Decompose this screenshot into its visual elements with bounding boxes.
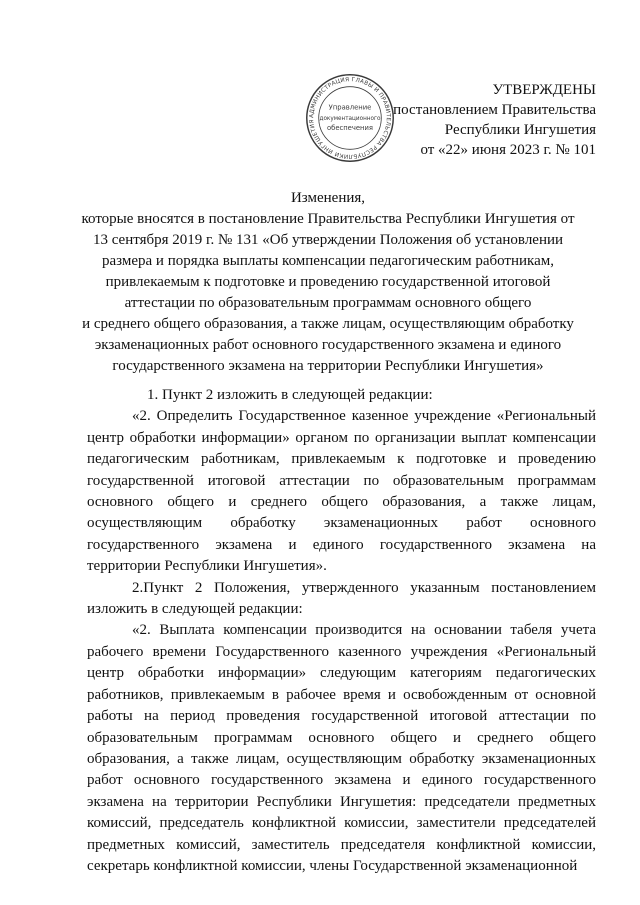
approval-line-2: постановлением Правительства (393, 102, 596, 118)
title-line-1: Изменения, (290, 190, 366, 206)
document-title (60, 188, 596, 377)
item-2-heading: 2.Пункт 2 Положения, утвержденного указанным постановлением изложить в следующей редакции: (87, 579, 596, 618)
stamp-seal (304, 72, 396, 164)
approval-heading: УТВЕРЖДЕНЫ (492, 82, 596, 98)
title-line-2: которые вносятся в постановление Правительства Республики Ингушетия от (81, 211, 575, 227)
title-line-5: привлекаемым к подготовке и проведению государственной итоговой (105, 274, 551, 290)
document-body (87, 385, 596, 877)
approval-date-line: от «22» июня 2023 г. № 101 (420, 142, 596, 158)
approval-block (393, 80, 596, 160)
stamp-line-3: обеспечения (326, 123, 374, 132)
item-2-text: «2. Выплата компенсации производится на основании табеля учета рабочего времени Государственного казенного учреждения «Региональный центр обработки информации» следующим категориям педагогических работников, привлекаемым в рабочее время и освобожденным от основной работы на период проведения государственной итоговой аттестации по образовательным программам основного общего и среднего общего образования, а также лицам, осуществляющим обработку экзаменационных работ основного государственного экзамена и единого государственного экзамена на территории Республики Ингушетия: председатели предметных комиссий, председатель конфликтной комиссии, заместители председателей предметных комиссий, заместитель председателя конфликтной комиссии, секретарь конфликтной комиссии, члены Государственной экзаменационной (87, 622, 596, 874)
title-line-6: аттестации по образовательным программам основного общего (124, 295, 532, 311)
stamp-line-2: документационного (319, 115, 381, 122)
item-1-heading: 1. Пункт 2 изложить в следующей редакции: (147, 387, 433, 403)
title-line-3: 13 сентября 2019 г. № 131 «Об утверждении Положения об установлении (92, 232, 564, 248)
stamp-line-1: Управление (328, 103, 372, 112)
stamp-ring-text: АДМИНИСТРАЦИЯ ГЛАВЫ И ПРАВИТЕЛЬСТВА РЕСПУБЛИКИ ИНГУШЕТИЯ (309, 77, 391, 159)
item-1-text: «2. Определить Государственное казенное учреждение «Региональный центр обработки информации» органом по организации выплат компенсации педагогическим работникам, привлекаемым к подготовке и проведению государственной итоговой аттестации по образовательным программам основного общего и среднего общего образования, а также лицам, осуществляющим обработку экзаменационных работ основного государственного экзамена и единого государственного экзамена на территории Республики Ингушетия». (87, 408, 596, 575)
title-line-7: и среднего общего образования, а также лицам, осуществляющим обработку (82, 316, 574, 332)
title-line-4: размера и порядка выплаты компенсации педагогическим работникам, (101, 253, 555, 269)
title-line-9: государственного экзамена на территории Республики Ингушетия» (112, 358, 544, 374)
approval-line-3: Республики Ингушетия (444, 122, 596, 138)
title-line-8: экзаменационных работ основного государственного экзамена и единого (94, 337, 562, 353)
